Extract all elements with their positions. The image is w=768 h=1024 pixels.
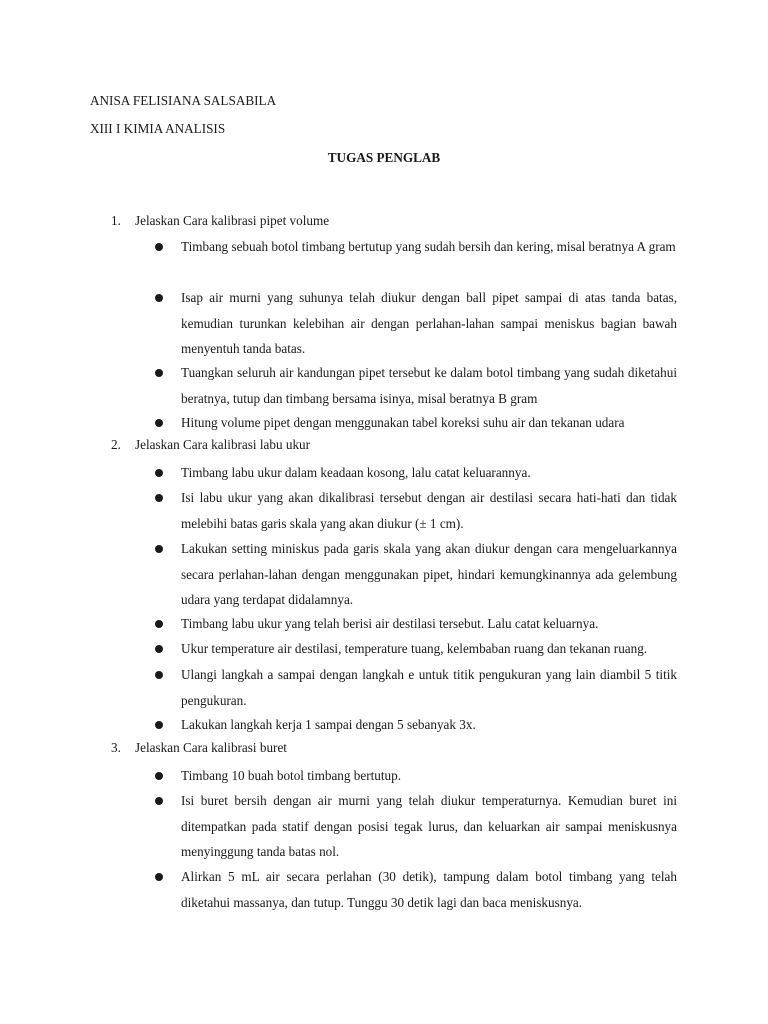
question-number: 3.: [111, 740, 121, 755]
list-item: Isap air murni yang suhunya telah diukur dengan ball pipet sampai di atas tanda batas, kemudian turunkan kelebihan air dengan perlahan-lahan sampai meniskus bagian bawah menyentuh tanda batas.: [181, 290, 677, 356]
list-item: Tuangkan seluruh air kandungan pipet tersebut ke dalam botol timbang yang sudah diketahui beratnya, tutup dan timbang bersama isinya, misal beratnya B gram: [181, 365, 677, 406]
bullet-icon: [155, 620, 163, 628]
bullet-icon: [155, 797, 163, 805]
bullet-icon: [155, 671, 163, 679]
list-item: Timbang 10 buah botol timbang bertutup.: [181, 768, 402, 783]
student-name: ANISA FELISIANA SALSABILA: [90, 93, 277, 108]
list-item: Lakukan setting miniskus pada garis skala yang akan diukur dengan cara mengeluarkannya secara perlahan-lahan dengan menggunakan pipet, hindari kemungkinannya ada gelembung udara yang terdapat didalamnya.: [181, 541, 677, 607]
bullet-icon: [155, 645, 163, 653]
page-title: TUGAS PENGLAB: [327, 150, 441, 165]
list-item: Ukur temperature air destilasi, temperature tuang, kelembaban ruang dan tekanan ruang.: [181, 641, 648, 656]
bullet-icon: [155, 772, 163, 780]
list-item: Timbang sebuah botol timbang bertutup yang sudah bersih dan kering, misal beratnya A gram: [181, 239, 676, 254]
list-item: Timbang labu ukur dalam keadaan kosong, lalu catat keluarannya.: [181, 465, 531, 480]
list-item: Ulangi langkah a sampai dengan langkah e untuk titik pengukuran yang lain diambil 5 titik pengukuran.: [181, 667, 677, 708]
bullet-icon: [155, 294, 163, 302]
list-item: Alirkan 5 mL air secara perlahan (30 detik), tampung dalam botol timbang yang telah diketahui massanya, dan tutup. Tunggu 30 detik lagi dan baca meniskusnya.: [181, 869, 677, 910]
list-item: Isi labu ukur yang akan dikalibrasi tersebut dengan air destilasi secara hati-hati dan tidak melebihi batas garis skala yang akan diukur (± 1 cm).: [181, 490, 677, 531]
list-item: Lakukan langkah kerja 1 sampai dengan 5 sebanyak 3x.: [181, 717, 476, 732]
bullet-icon: [155, 494, 163, 502]
bullet-icon: [155, 545, 163, 553]
question-number: 1.: [111, 213, 121, 228]
question-text: Jelaskan Cara kalibrasi pipet volume: [135, 213, 330, 228]
bullet-icon: [155, 419, 163, 427]
bullet-icon: [155, 873, 163, 881]
list-item: Timbang labu ukur yang telah berisi air destilasi tersebut. Lalu catat keluarnya.: [181, 616, 599, 631]
question-number: 2.: [111, 437, 121, 452]
bullet-icon: [155, 369, 163, 377]
student-class: XIII I KIMIA ANALISIS: [90, 121, 226, 136]
list-item: Isi buret bersih dengan air murni yang telah diukur temperaturnya. Kemudian buret ini ditempatkan pada statif dengan posisi tegak lurus, dan keluarkan air sampai meniskusnya menyinggung tanda batas nol.: [181, 793, 677, 859]
bullet-icon: [155, 469, 163, 477]
question-text: Jelaskan Cara kalibrasi buret: [135, 740, 287, 755]
list-item: Hitung volume pipet dengan menggunakan tabel koreksi suhu air dan tekanan udara: [181, 415, 625, 430]
question-text: Jelaskan Cara kalibrasi labu ukur: [135, 437, 311, 452]
bullet-icon: [155, 243, 163, 251]
bullet-icon: [155, 721, 163, 729]
